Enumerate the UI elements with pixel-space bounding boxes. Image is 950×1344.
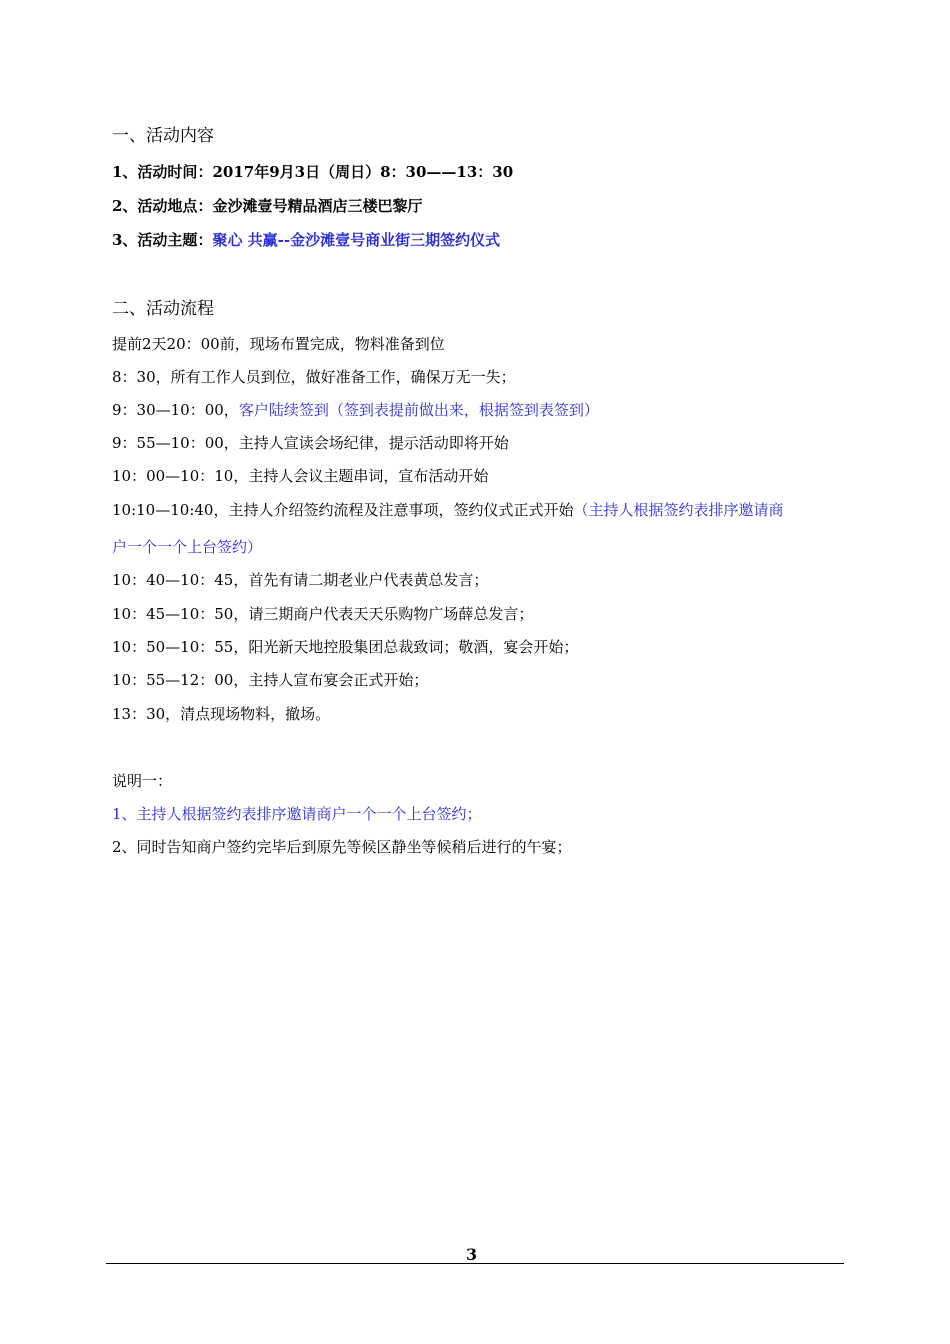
activity-theme-line bbox=[112, 230, 500, 250]
schedule-item-time: 9：30—10：00， bbox=[112, 401, 239, 419]
activity-theme-label: 3、活动主题： bbox=[112, 231, 213, 249]
schedule-item-highlight: （主持人根据签约表排序邀请商 bbox=[573, 501, 784, 519]
activity-place-label: 2、活动地点： bbox=[112, 197, 213, 215]
page-number: 3 bbox=[466, 1245, 478, 1264]
schedule-item: 10：55—12：00，主持人宣布宴会正式开始； bbox=[112, 671, 429, 689]
schedule-item bbox=[112, 400, 599, 420]
schedule-item: 10：40—10：45，首先有请二期老业户代表黄总发言； bbox=[112, 571, 489, 589]
section2-heading: 二、活动流程 bbox=[112, 299, 214, 319]
activity-time-value: 2017年9月3日（周日）8：30——13：30 bbox=[212, 163, 514, 181]
schedule-item: 9：55—10：00，主持人宣读会场纪律，提示活动即将开始 bbox=[112, 434, 509, 452]
schedule-item: 10：00—10：10，主持人会议主题串词，宣布活动开始 bbox=[112, 467, 489, 485]
schedule-item: 13：30，清点现场物料，撤场。 bbox=[112, 705, 331, 723]
activity-time-label: 1、活动时间： bbox=[112, 163, 213, 181]
schedule-item: 10：45—10：50，请三期商户代表天天乐购物广场薛总发言； bbox=[112, 605, 534, 623]
activity-place-line bbox=[112, 196, 422, 216]
activity-place-value: 金沙滩壹号精品酒店三楼巴黎厅 bbox=[212, 197, 423, 215]
schedule-item: 提前2天20：00前，现场布置完成，物料准备到位 bbox=[112, 335, 445, 353]
activity-theme-value: 聚心 共赢--金沙滩壹号商业街三期签约仪式 bbox=[212, 231, 501, 249]
schedule-item-continuation: 户一个一个上台签约） bbox=[112, 538, 263, 556]
footer-rule bbox=[106, 1263, 844, 1264]
schedule-item: 8：30，所有工作人员到位，做好准备工作，确保万无一失； bbox=[112, 368, 516, 386]
schedule-item-text: 10:10—10:40，主持人介绍签约流程及注意事项，签约仪式正式开始 bbox=[112, 501, 574, 519]
schedule-item bbox=[112, 500, 783, 520]
notes-heading: 说明一： bbox=[112, 772, 173, 790]
schedule-item-highlight: 客户陆续签到（签到表提前做出来，根据签到表签到） bbox=[238, 401, 599, 419]
note-item: 1、主持人根据签约表排序邀请商户一个一个上台签约； bbox=[112, 805, 482, 823]
note-item: 2、同时告知商户签约完毕后到原先等候区静坐等候稍后进行的午宴； bbox=[112, 838, 572, 856]
schedule-item: 10：50—10：55，阳光新天地控股集团总裁致词；敬酒，宴会开始； bbox=[112, 638, 579, 656]
activity-time-line bbox=[112, 162, 513, 182]
section1-heading: 一、活动内容 bbox=[112, 126, 214, 146]
